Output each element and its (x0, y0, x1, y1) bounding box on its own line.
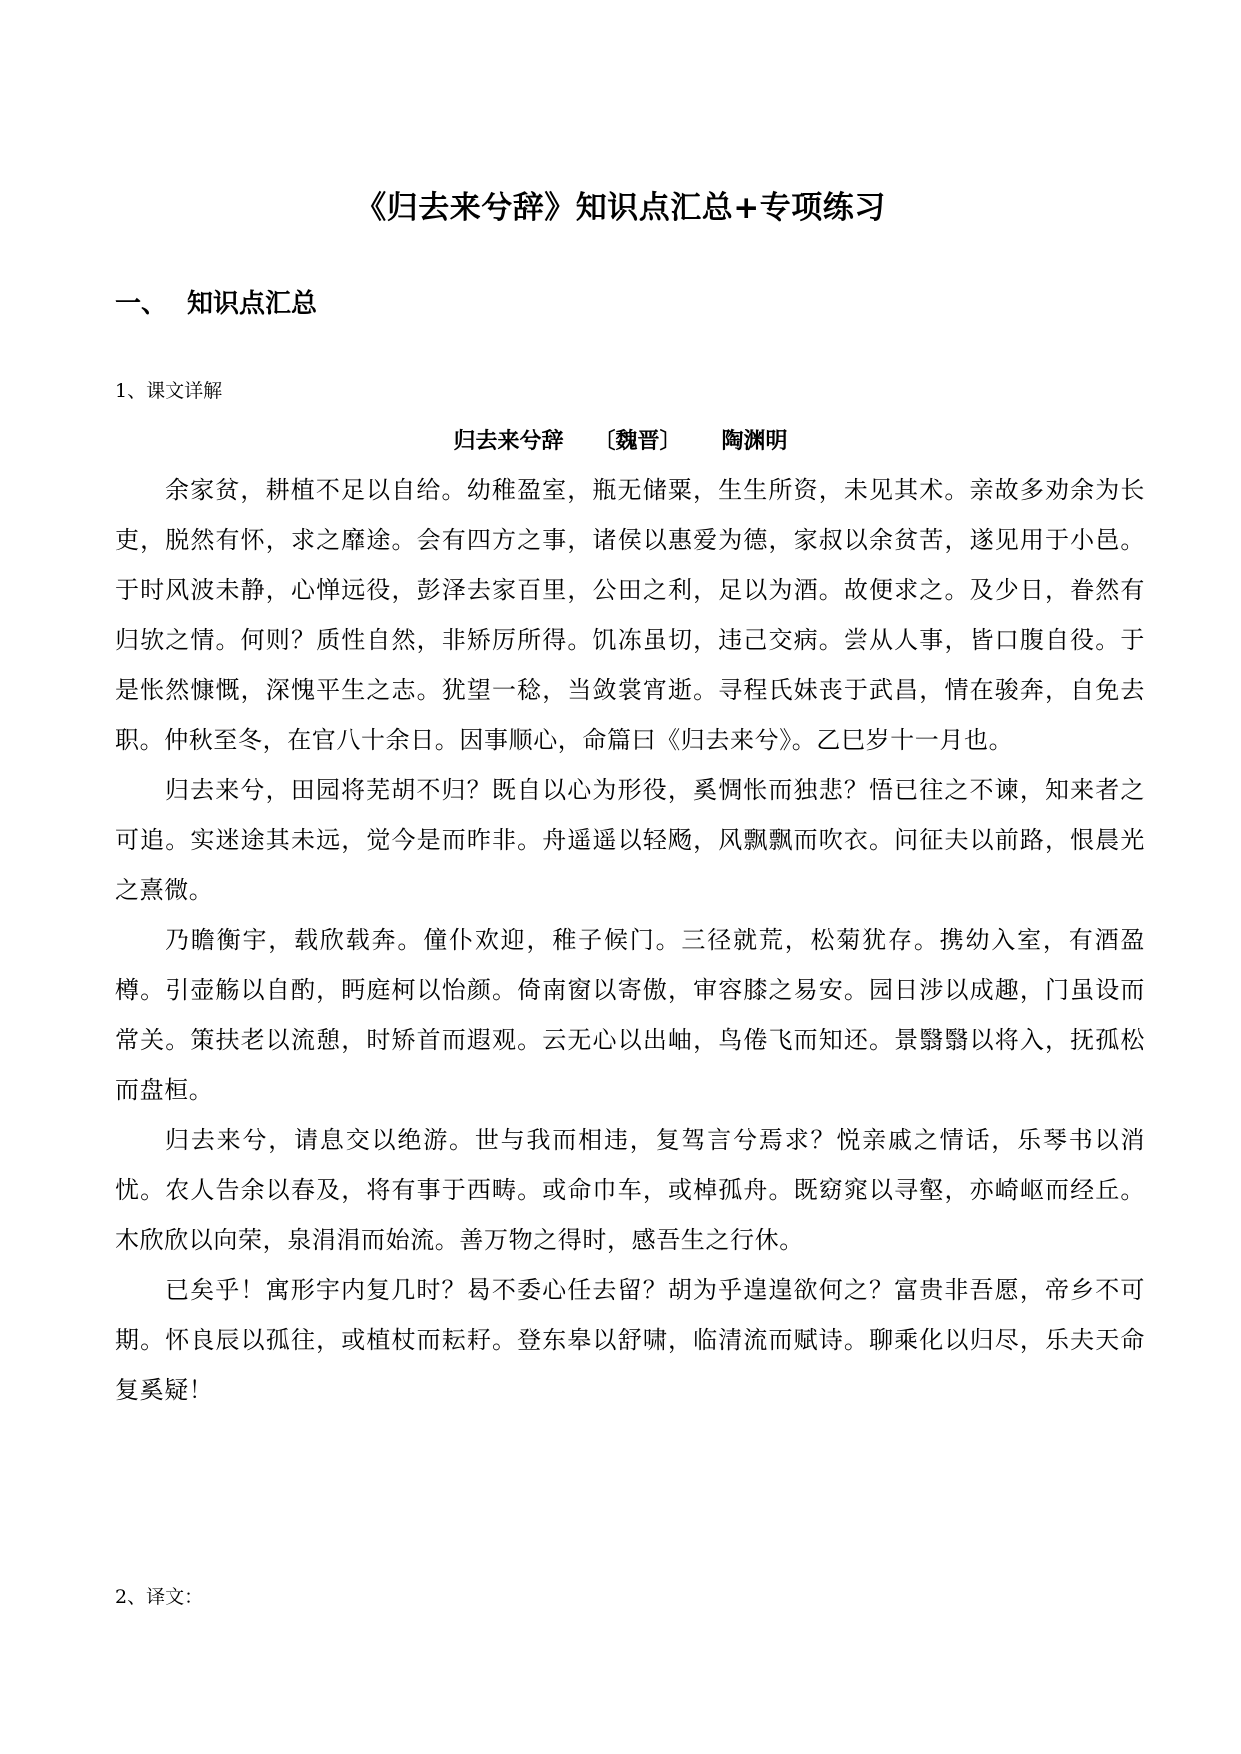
classical-text-body (115, 465, 1145, 1415)
poem-paragraph: 乃瞻衡宇，载欣载奔。僮仆欢迎，稚子候门。三径就荒，松菊犹存。携幼入室，有酒盈樽。引壶觞以自酌，眄庭柯以怡颜。倚南窗以寄傲，审容膝之易安。园日涉以成趣，门虽设而常关。策扶老以流憩，时矫首而遐观。云无心以出岫，鸟倦飞而知还。景翳翳以将入，抚孤松而盘桓。 (115, 926, 1145, 1104)
poem-paragraph: 已矣乎！寓形宇内复几时？曷不委心任去留？胡为乎遑遑欲何之？富贵非吾愿，帝乡不可期。怀良辰以孤往，或植杖而耘耔。登东皋以舒啸，临清流而赋诗。聊乘化以归尽，乐夫天命复奚疑！ (115, 1276, 1145, 1404)
section-label: 知识点汇总 (187, 289, 318, 319)
work-title: 归去来兮辞 (453, 429, 564, 454)
section-number: 一、 (115, 289, 168, 319)
subsection-translation: 2、译文： (115, 1586, 204, 1608)
subsection-text-explanation: 1、课文详解 (115, 380, 223, 402)
section-heading (115, 286, 317, 322)
work-author: 陶渊明 (721, 429, 788, 454)
document-title: 《归去来兮辞》知识点汇总+专项练习 (355, 190, 886, 226)
poem-paragraph: 归去来兮，田园将芜胡不归？既自以心为形役，奚惆怅而独悲？悟已往之不谏，知来者之可追。实迷途其未远，觉今是而昨非。舟遥遥以轻飏，风飘飘而吹衣。问征夫以前路，恨晨光之熹微。 (115, 776, 1145, 904)
preface-paragraph: 余家贫，耕植不足以自给。幼稚盈室，瓶无储粟，生生所资，未见其术。亲故多劝余为长吏，脱然有怀，求之靡途。会有四方之事，诸侯以惠爱为德，家叔以余贫苦，遂见用于小邑。于时风波未静，心惮远役，彭泽去家百里，公田之利，足以为酒。故便求之。及少日，眷然有归欤之情。何则？质性自然，非矫厉所得。饥冻虽切，违己交病。尝从人事，皆口腹自役。于是怅然慷慨，深愧平生之志。犹望一稔，当敛裳宵逝。寻程氏妹丧于武昌，情在骏奔，自免去职。仲秋至冬，在官八十余日。因事顺心，命篇曰《归去来兮》。乙巳岁十一月也。 (115, 476, 1145, 754)
poem-paragraph: 归去来兮，请息交以绝游。世与我而相违，复驾言兮焉求？悦亲戚之情话，乐琴书以消忧。农人告余以春及，将有事于西畴。或命巾车，或棹孤舟。既窈窕以寻壑，亦崎岖而经丘。木欣欣以向荣，泉涓涓而始流。善万物之得时，感吾生之行休。 (115, 1126, 1145, 1254)
work-title-line (0, 424, 1241, 460)
work-dynasty: 〔魏晋〕 (593, 429, 682, 454)
